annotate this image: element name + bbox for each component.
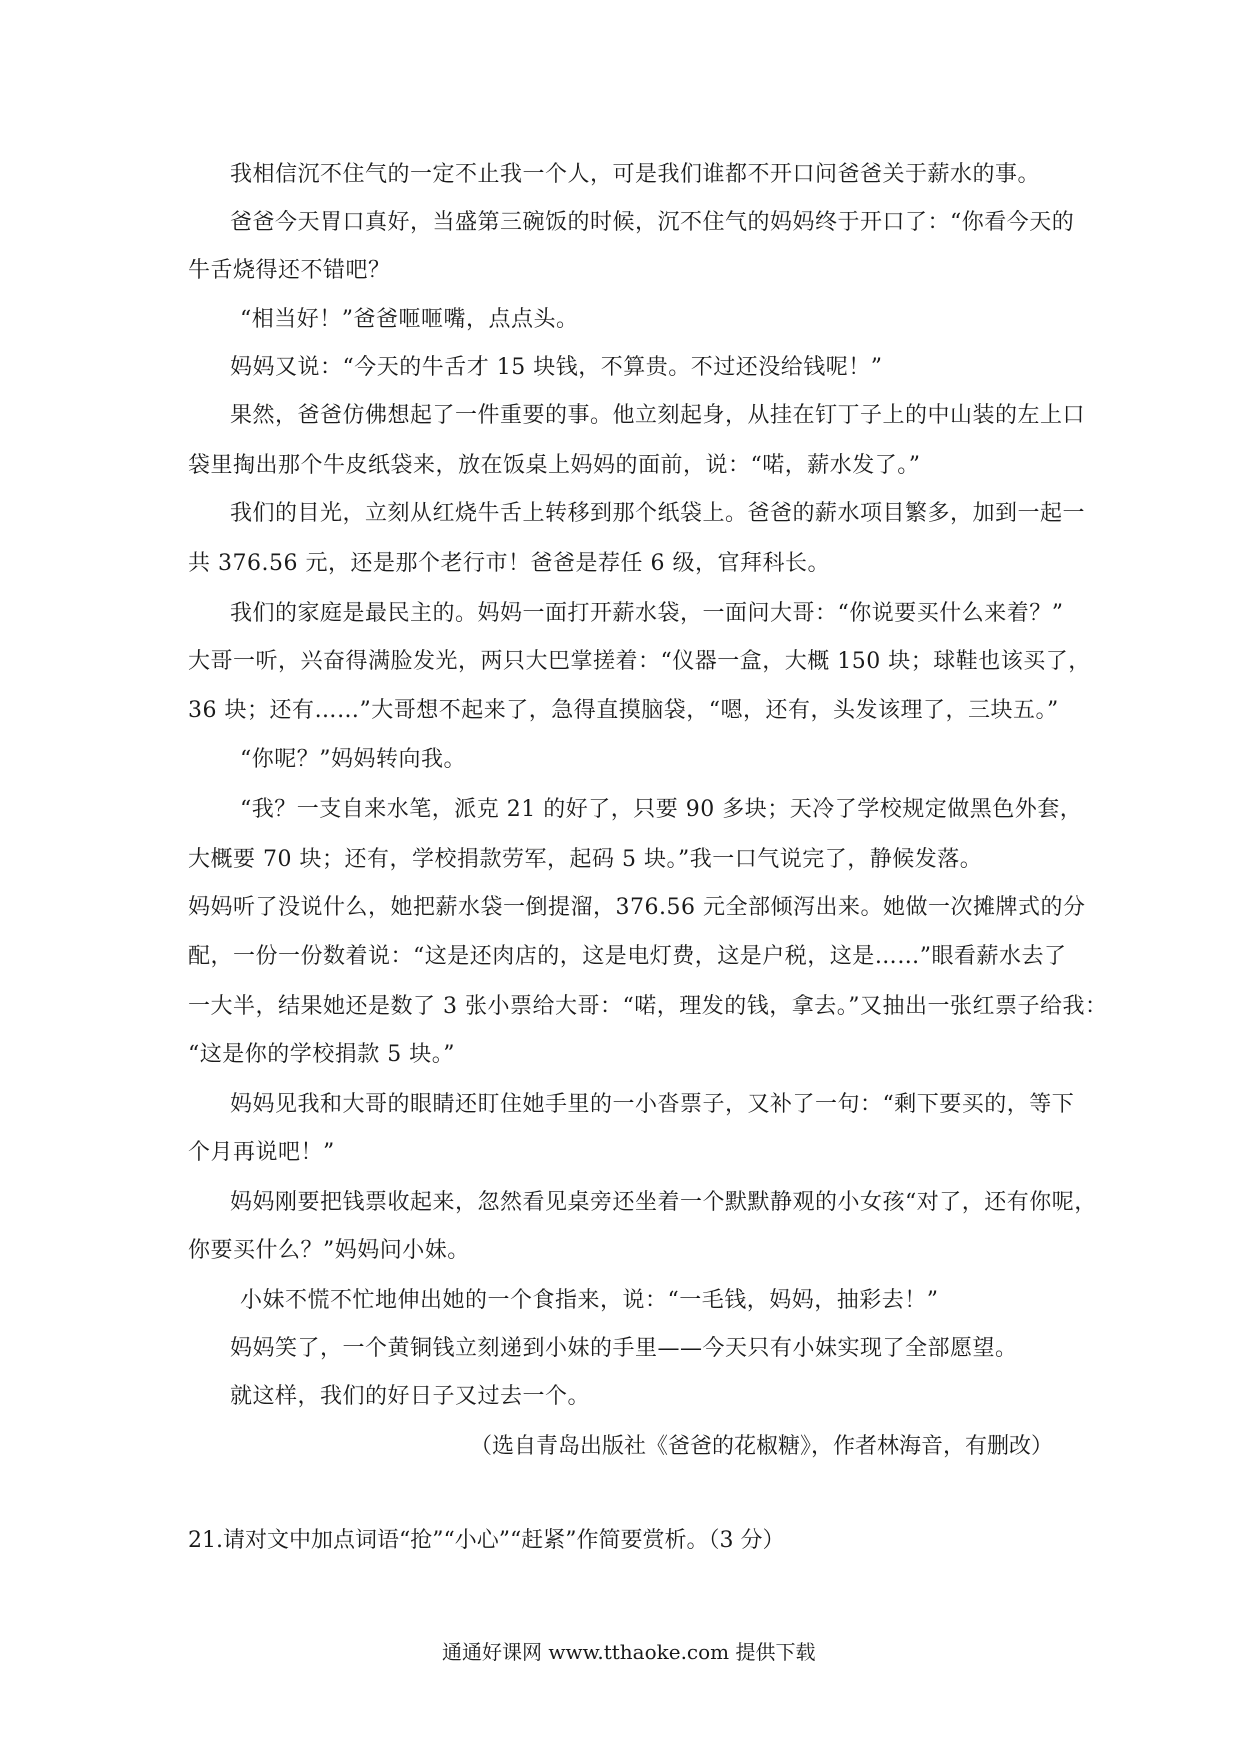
paragraph-line: 爸爸今天胃口真好，当盛第三碗饭的时候，沉不住气的妈妈终于开口了：“你看今天的 — [230, 210, 1075, 235]
paragraph-line: 36 块；还有……”大哥想不起来了，急得直摸脑袋，“嗯，还有，头发该理了，三块五。” — [188, 698, 1059, 723]
paragraph-line: 我相信沉不住气的一定不止我一个人，可是我们谁都不开口问爸爸关于薪水的事。 — [230, 162, 1041, 187]
paragraph-line: 妈妈刚要把钱票收起来，忽然看见桌旁还坐着一个默默静观的小女孩“对了，还有你呢， — [230, 1190, 1097, 1215]
paragraph-line: “你呢？”妈妈转向我。 — [240, 747, 466, 772]
paragraph-line: 大哥一听，兴奋得满脸发光，两只大巴掌搓着：“仪器一盒，大概 150 块；球鞋也该买了， — [188, 649, 1091, 674]
source-citation: （选自青岛出版社《爸爸的花椒糖》，作者林海音，有删改） — [470, 1434, 1054, 1459]
paragraph-line: 共 376.56 元，还是那个老行市！爸爸是荐任 6 级，官拜科长。 — [188, 551, 830, 576]
paragraph-line: 妈妈见我和大哥的眼睛还盯住她手里的一小沓票子，又补了一句：“剩下要买的，等下 — [230, 1092, 1075, 1117]
paragraph-line: 妈妈又说：“今天的牛舌才 15 块钱，不算贵。不过还没给钱呢！” — [230, 355, 883, 380]
paragraph-line: 果然，爸爸仿佛想起了一件重要的事。他立刻起身，从挂在钉丁子上的中山装的左上口 — [230, 403, 1086, 428]
paragraph-line: 我们的家庭是最民主的。妈妈一面打开薪水袋，一面问大哥：“你说要买什么来着？” — [230, 601, 1064, 626]
paragraph-line: 大概要 70 块；还有，学校捐款劳军，起码 5 块。”我一口气说完了，静候发落。 — [188, 847, 983, 872]
paragraph-line: 小妹不慌不忙地伸出她的一个食指来，说：“一毛钱，妈妈，抽彩去！” — [240, 1288, 939, 1313]
page-footer: 通通好课网 www.tthaoke.com 提供下载 — [442, 1640, 816, 1664]
paragraph-line: “我？一支自来水笔，派克 21 的好了，只要 90 多块；天冷了学校规定做黑色外套， — [240, 797, 1083, 822]
paragraph-line: “相当好！”爸爸咂咂嘴，点点头。 — [240, 307, 579, 332]
paragraph-line: 配，一份一份数着说：“这是还肉店的，这是电灯费，这是户税，这是……”眼看薪水去了 — [188, 944, 1067, 969]
paragraph-line: 个月再说吧！” — [188, 1140, 335, 1165]
paragraph-line: 妈妈听了没说什么，她把薪水袋一倒提溜，376.56 元全部倾泻出来。她做一次摊牌式的分 — [188, 895, 1086, 920]
question-21: 21.请对文中加点词语“抢”“小心”“赶紧”作简要赏析。（3 分） — [188, 1528, 785, 1553]
paragraph-line: “这是你的学校捐款 5 块。” — [188, 1042, 455, 1067]
paragraph-line: 袋里掏出那个牛皮纸袋来，放在饭桌上妈妈的面前，说：“喏，薪水发了。” — [188, 453, 921, 478]
paragraph-line: 牛舌烧得还不错吧？ — [188, 258, 391, 283]
paragraph-line: 就这样，我们的好日子又过去一个。 — [230, 1384, 591, 1409]
paragraph-line: 一大半，结果她还是数了 3 张小票给大哥：“喏，理发的钱，拿去。”又抽出一张红票子给我： — [188, 994, 1108, 1019]
paragraph-line: 你要买什么？”妈妈问小妹。 — [188, 1238, 470, 1263]
paragraph-line: 妈妈笑了，一个黄铜钱立刻递到小妹的手里——今天只有小妹实现了全部愿望。 — [230, 1336, 1018, 1361]
paragraph-line: 我们的目光，立刻从红烧牛舌上转移到那个纸袋上。爸爸的薪水项目繁多，加到一起一 — [230, 501, 1086, 526]
